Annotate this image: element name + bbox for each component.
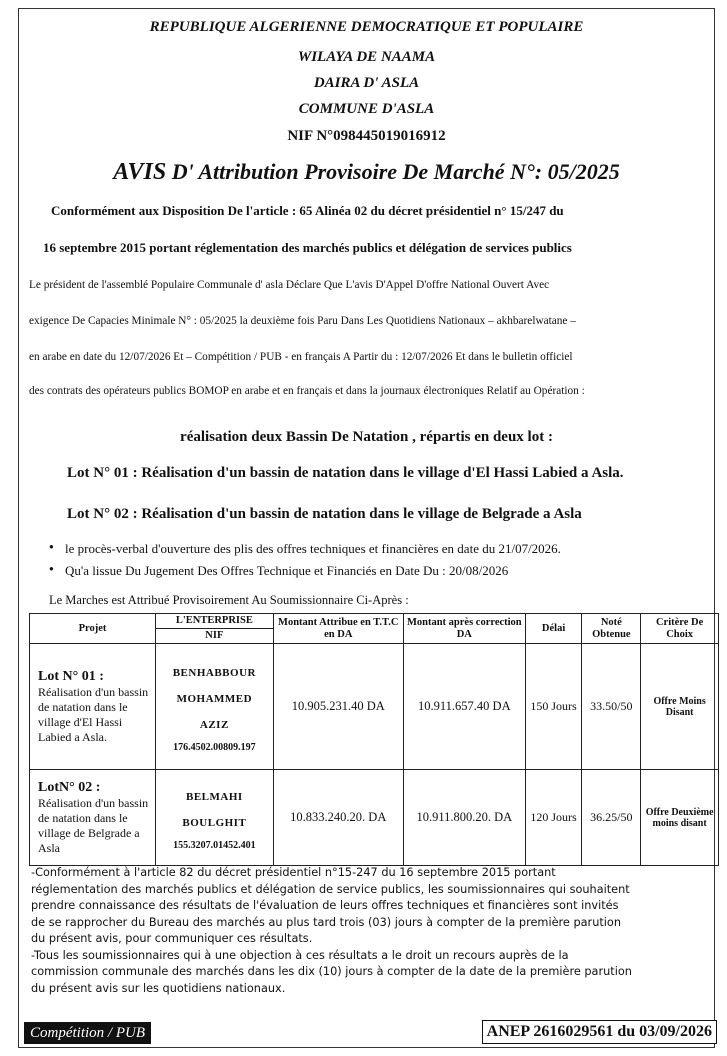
cell-montant-apres: 10.911.800.20. DA	[403, 770, 525, 866]
cell-critere: Offre Deuxième moins disant	[641, 770, 719, 866]
bullet-item: ● le procès-verbal d'ouverture des plis des offres techniques et financières en date du 21/07/2026.	[49, 541, 561, 563]
intro-line-5: en arabe en date du 12/07/2026 Et – Compétition / PUB - en français A Partir du : 12/07/2026 Et dans le bulletin officiel	[29, 351, 573, 363]
cell-montant: 10.905.231.40 DA	[273, 644, 403, 770]
cell-entreprise	[156, 770, 274, 866]
header-projet: Projet	[30, 614, 156, 644]
cell-note: 36.25/50	[582, 770, 641, 866]
intro-line-3: Le président de l'assemblé Populaire Communale d' asla Déclare Que L'avis D'Appel D'offre National Ouvert Avec	[29, 279, 550, 291]
header-wilaya: WILAYA DE NAAMA	[297, 49, 436, 65]
intro-line-6: des contrats des opérateurs publics BOMOP en arabe et en français et dans la journaux électroniques Relatif au Opération :	[29, 385, 585, 397]
title-prefix: AVIS	[113, 159, 167, 185]
closing-line: -Tous les soumissionnaires qui à une objection à ces résultats a le droit un recours auprès de la	[31, 948, 569, 962]
header-critere: Critère De Choix	[641, 614, 719, 644]
cell-entreprise	[156, 644, 274, 770]
header-montant: Montant Attribue en T.T.C en DA	[273, 614, 403, 644]
header-republic: REPUBLIQUE ALGERIENNE DEMOCRATIQUE ET POPULAIRE	[149, 19, 584, 35]
closing-paragraph-1	[31, 865, 721, 997]
lots-heading: réalisation deux Bassin De Natation , répartis en deux lot :	[180, 429, 553, 445]
intro-line-4: exigence De Capacies Minimale N° : 05/2025 la deuxième fois Paru Dans Les Quotidiens Nationaux – akhbarelwatane –	[29, 315, 576, 327]
table-row	[30, 644, 719, 770]
company-name-line: AZIZ	[199, 719, 229, 731]
closing-line: du présent avis sur les quotidiens nationaux.	[31, 981, 286, 995]
results-table	[29, 613, 719, 866]
header-nif: NIF	[156, 629, 274, 644]
cell-delai: 120 Jours	[525, 770, 582, 866]
cell-montant-apres: 10.911.657.40 DA	[403, 644, 525, 770]
footer-anep-reference: ANEP 2616029561 du 03/09/2026	[482, 1020, 717, 1044]
notice-title	[19, 159, 714, 186]
company-name-line: MOHAMMED	[176, 693, 253, 705]
closing-line: commission communale des marchés dans les dix (10) jours à compter de la date de la première parution	[31, 965, 632, 978]
cell-projet	[30, 770, 156, 866]
company-name-line: BOULGHIT	[182, 817, 247, 829]
cell-critere: Offre Moins Disant	[641, 644, 719, 770]
header-montant-apres: Montant après correction DA	[403, 614, 525, 644]
title-rest: D' Attribution Provisoire De Marché N°: 05/2025	[166, 159, 620, 184]
lot-title: Lot N° 01 :	[38, 668, 104, 684]
bullet-list	[49, 541, 561, 585]
header-delai: Délai	[525, 614, 582, 644]
lot-1-line: Lot N° 01 : Réalisation d'un bassin de natation dans le village d'El Hassi Labied a Asla.	[67, 465, 624, 481]
header-daira: DAIRA D' ASLA	[313, 75, 420, 91]
company-name-line: BELMAHI	[186, 791, 243, 803]
footer-publication-tag: Compétition / PUB	[24, 1022, 151, 1044]
closing-line: de se rapprocher du Bureau des marchés au plus tard trois (03) jours à compter de la première parution	[31, 915, 622, 929]
lot-title: LotN° 02 :	[38, 779, 101, 795]
company-nif: 176.4502.00809.197	[173, 742, 256, 753]
intro-line-2: 16 septembre 2015 portant réglementation des marchés publics et délégation de services publics	[43, 240, 572, 255]
notice-page	[18, 8, 715, 1048]
attribution-line: Le Marches est Attribué Provisoirement Au Soumissionnaire Ci-Après :	[49, 593, 409, 607]
cell-note: 33.50/50	[582, 644, 641, 770]
company-nif: 155.3207.01452.401	[173, 840, 256, 851]
lot-description: Réalisation d'un bassin de natation dans le village d'El Hassi Labied a Asla.	[38, 684, 149, 744]
company-name-line: BENHABBOUR	[172, 667, 256, 679]
header-entreprise: L'ENTERPRISE	[156, 614, 274, 629]
intro-line-1: Conformément aux Disposition De l'article : 65 Alinéa 02 du décret présidentiel n° 15/247 du	[51, 203, 564, 218]
table-header-row	[30, 614, 719, 629]
header-note: Noté Obtenue	[582, 614, 641, 644]
cell-projet	[30, 644, 156, 770]
closing-line: réglementation des marchés publics et délégation de service publics, les soumissionnaires qui souhaitent	[31, 882, 630, 896]
lot-2-line: Lot N° 02 : Réalisation d'un bassin de natation dans le village de Belgrade a Asla	[67, 506, 582, 522]
bullet-item: ● Qu'a lissue Du Jugement Des Offres Technique et Financiés en Date Du : 20/08/2026	[49, 563, 561, 585]
lot-description: Réalisation d'un bassin de natation dans le village de Belgrade a Asla	[38, 795, 149, 855]
header-commune: COMMUNE D'ASLA	[298, 101, 435, 117]
cell-montant: 10.833.240.20. DA	[273, 770, 403, 866]
table-row	[30, 770, 719, 866]
closing-line: prendre connaissance des résultats de l'évaluation de leurs offres techniques et financières sont invités	[31, 899, 619, 912]
header-nif: NIF N°098445019016912	[287, 128, 446, 144]
closing-line: -Conformément à l'article 82 du décret présidentiel n°15-247 du 16 septembre 2015 portant	[31, 866, 556, 879]
closing-line: du présent avis, pour communiquer ces résultats.	[31, 932, 313, 945]
cell-delai: 150 Jours	[525, 644, 582, 770]
